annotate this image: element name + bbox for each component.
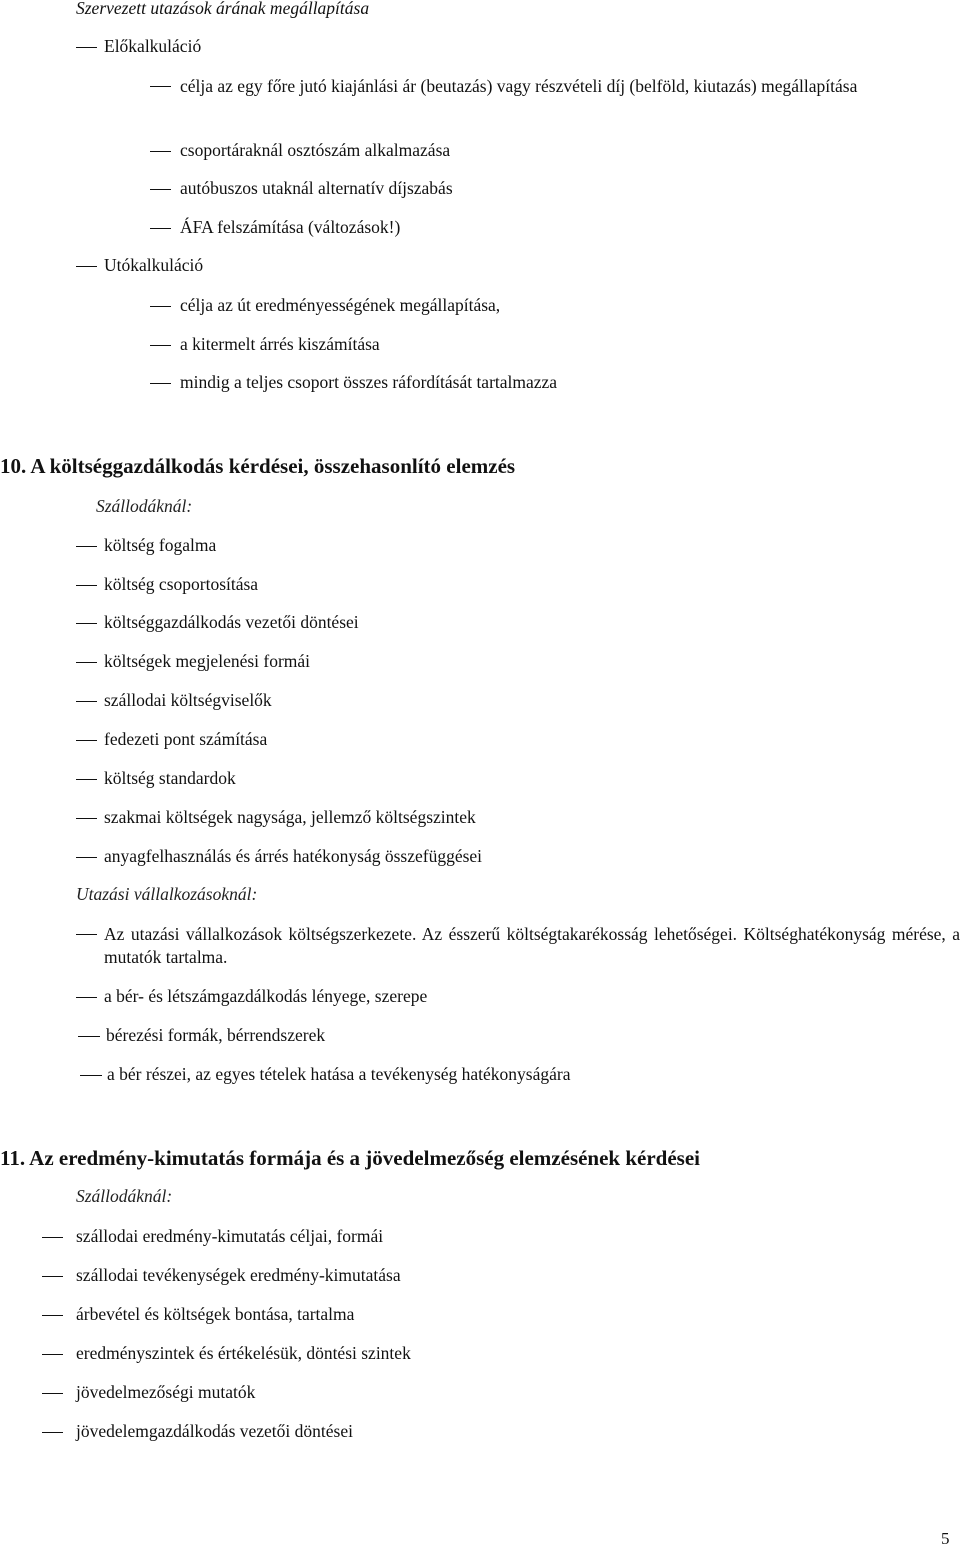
dash-bullet — [150, 306, 171, 307]
list-item: költséggazdálkodás vezetői döntései — [104, 612, 359, 632]
section-heading: 11. Az eredmény-kimutatás formája és a jövedelmezőség elemzésének kérdései — [0, 1146, 701, 1170]
list-item: ÁFA felszámítása (változások!) — [180, 217, 401, 237]
section-heading: 10. A költséggazdálkodás kérdései, összehasonlító elemzés — [0, 454, 516, 478]
dash-bullet — [150, 345, 171, 346]
dash-bullet — [150, 151, 171, 152]
list-item: költségek megjelenési formái — [104, 651, 311, 671]
list-item: anyagfelhasználás és árrés hatékonyság összefüggései — [104, 846, 483, 866]
dash-bullet — [76, 857, 97, 858]
list-item: költség fogalma — [104, 535, 217, 555]
list-item: szállodai költségviselők — [104, 690, 272, 710]
subsection-label: Szállodáknál: — [96, 496, 193, 516]
list-item: autóbuszos utaknál alternatív díjszabás — [180, 178, 453, 198]
list-item: szállodai tevékenységek eredmény-kimutatása — [76, 1265, 401, 1285]
section-title: Szervezett utazások árának megállapítása — [76, 0, 370, 18]
dash-bullet — [42, 1237, 63, 1238]
dash-bullet — [150, 228, 171, 229]
page-number: 5 — [941, 1529, 950, 1548]
list-item: árbevétel és költségek bontása, tartalma — [76, 1304, 355, 1324]
dash-bullet — [150, 189, 171, 190]
dash-bullet — [42, 1315, 63, 1316]
dash-bullet — [76, 47, 97, 48]
list-item: szakmai költségek nagysága, jellemző költségszintek — [104, 807, 476, 827]
list-item: a kitermelt árrés kiszámítása — [180, 334, 380, 354]
list-item: eredményszintek és értékelésük, döntési szintek — [76, 1343, 411, 1363]
dash-bullet — [76, 266, 97, 267]
list-item: jövedelemgazdálkodás vezetői döntései — [76, 1421, 353, 1441]
dash-bullet — [76, 701, 97, 702]
list-item: célja az út eredményességének megállapítása, — [180, 295, 501, 315]
list-item: a bér- és létszámgazdálkodás lényege, szerepe — [104, 986, 428, 1006]
dash-bullet — [76, 662, 97, 663]
dash-bullet — [76, 623, 97, 624]
dash-bullet — [76, 818, 97, 819]
list-item: csoportáraknál osztószám alkalmazása — [180, 140, 451, 160]
dash-bullet — [42, 1276, 63, 1277]
dash-bullet — [42, 1393, 63, 1394]
dash-bullet — [42, 1354, 63, 1355]
dash-bullet — [76, 779, 97, 780]
list-item: Az utazási vállalkozások költségszerkezete. Az ésszerű költségtakarékosság lehetőségei. Költséghatékonyság mérése, a mutatók tartalma. — [104, 924, 960, 967]
list-item: szállodai eredmény-kimutatás céljai, formái — [76, 1226, 384, 1246]
dash-bullet — [150, 86, 171, 87]
list-item: a bér részei, az egyes tételek hatása a tevékenység hatékonyságára — [107, 1064, 571, 1084]
list-item: jövedelmezőségi mutatók — [76, 1382, 256, 1402]
list-item: Előkalkuláció — [104, 36, 202, 56]
dash-bullet — [76, 934, 97, 935]
dash-bullet — [76, 740, 97, 741]
dash-bullet — [150, 383, 171, 384]
list-item: mindig a teljes csoport összes ráfordítását tartalmazza — [180, 372, 558, 392]
subsection-label: Utazási vállalkozásoknál: — [76, 884, 258, 904]
dash-bullet — [76, 585, 97, 586]
subsection-label: Szállodáknál: — [76, 1186, 173, 1206]
list-item: bérezési formák, bérrendszerek — [106, 1025, 326, 1045]
list-item: célja az egy főre jutó kiajánlási ár (beutazás) vagy részvételi díj (belföld, kiutazás) megállapítása — [180, 76, 858, 96]
list-item: költség csoportosítása — [104, 574, 259, 594]
dash-bullet — [76, 997, 97, 998]
dash-bullet — [78, 1036, 100, 1037]
list-item: Utókalkuláció — [104, 255, 204, 275]
list-item: költség standardok — [104, 768, 236, 788]
dash-bullet — [80, 1075, 102, 1076]
list-item: fedezeti pont számítása — [104, 729, 268, 749]
dash-bullet — [76, 546, 97, 547]
dash-bullet — [42, 1432, 63, 1433]
